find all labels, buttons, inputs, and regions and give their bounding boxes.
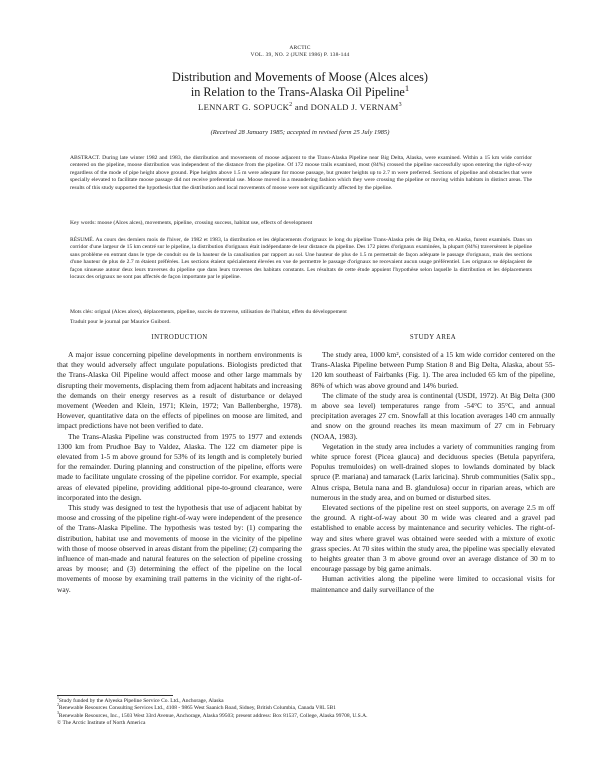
- received-date: (Received 28 January 1985; accepted in revised form 25 July 1985): [210, 129, 390, 136]
- copyright-line: © The Arctic Institute of North America: [57, 720, 146, 727]
- keywords-french: Mots clés: orignal (Alces alces), déplacements, pipeline, succès de traverse, utilisation de l'habitat, effets du développement: [70, 309, 347, 315]
- translation-note: Traduit pour le journal par Maurice Guibord.: [70, 319, 171, 325]
- author-second: DONALD J. VERNAM: [310, 102, 399, 112]
- title-line-2: in Relation to the Trans-Alaska Oil Pipeline$^1$: [190, 82, 410, 99]
- introduction-heading: INTRODUCTION: [151, 334, 208, 341]
- introduction-column: [57, 350, 302, 595]
- footnotes: [57, 698, 557, 728]
- study-area-column: [311, 350, 555, 595]
- footnote: $^2$Renewable Resources Consulting Services Ltd., 4108 - 9865 West Saanich Road, Sidney, British Columbia, Canada V8L 5B1: [57, 703, 336, 712]
- author-joiner: and: [292, 102, 311, 112]
- footnote: $^1$Study funded by the Alyeska Pipeline Service Co. Ltd., Anchorage, Alaska: [57, 696, 224, 704]
- author-list: [60, 102, 540, 112]
- intro-paragraph: The Trans-Alaska Pipeline was constructed from 1975 to 1977 and extends 1300 km from Prudhoe Bay to Valdez, Alaska. The 122 cm diameter pipe is elevated from 1-5 m above ground for 53% of its length and is completely buried for the remainder. During planning and construction of the pipeline, efforts were made to facilitate ungulate crossing of the pipeline corridor. For example, special areas of elevated pipeline, providing additional pipe-to-ground clearance, were incorporated into the design.: [57, 431, 302, 502]
- abstract-english: ABSTRACT. During late winter 1982 and 1983, the distribution and movements of moose adjacent to the Trans-Alaska Pipeline near Big Delta, Alaska, were examined. Within a 15 km wide corridor centered on the pipeline, moose distribution was independent of the distance from the pipeline. Of 172 moose trails examined, most (84%) crossed the pipeline successfully upon entering the right-of-way regardless of the mode of pipe height above ground. Pipe heights above 1.5 m were adequate for moose passage, but greater heights up to 2.7 m were preferred. Sections of pipeline and obstacles that were specially elevated to facilitate moose passage did not receive preferential use. Moose moved in a meandering fashion which they were crossing the pipeline or moving within habitats in distinct areas. The results of this study supported the hypothesis that the distribution and local movements of moose were not significantly affected by the pipeline.: [70, 155, 532, 191]
- journal-name: ARCTIC: [289, 45, 311, 51]
- study-area-paragraph: Human activities along the pipeline were limited to occasional visits for maintenance and daily surveillance of the: [311, 574, 555, 594]
- title-footnote-mark: 1: [404, 82, 410, 93]
- study-area-heading: STUDY AREA: [409, 334, 457, 341]
- author-second-mark: 3: [398, 102, 402, 109]
- study-area-paragraph: The climate of the study area is continental (USDI, 1972). At Big Delta (300 m above sea level) temperatures range from -54°C to 35°C, and annual precipitation averages 27 cm. Snowfall at this location averages 140 cm annually and snow on the ground reaches its mean maximum of 27 cm in February (NOAA, 1983).: [311, 390, 555, 441]
- journal-volume: VOL. 39, NO. 2 (JUNE 1986) P. 138-144: [250, 51, 350, 58]
- paper-title: [60, 70, 540, 100]
- study-area-paragraph: Elevated sections of the pipeline rest on steel supports, on average 2.5 m off the ground. A right-of-way about 30 m wide was cleared and a gravel pad established to enable access by maintenance and security vehicles. The right-of-way and sites where gravel was obtained were seeded with a mixture of exotic grass species. At 70 sites within the study area, the pipeline was specially elevated to heights greater than 3 m above ground over an average distance of 30 m to encourage passage by big game animals.: [311, 503, 555, 574]
- author-first-mark: 2: [289, 102, 293, 109]
- journal-header: [0, 45, 600, 58]
- footnote: $^3$Renewable Resources, Inc., 1503 West 33rd Avenue, Anchorage, Alaska 99503; present address: Box 81537, College, Alaska 99708, U.S.A.: [57, 710, 368, 719]
- title-line-1: Distribution and Movements of Moose (Alces alces): [172, 70, 428, 84]
- author-first: LENNART G. SOPUCK: [198, 102, 290, 112]
- intro-paragraph: This study was designed to test the hypothesis that use of adjacent habitat by moose and crossing of the pipeline right-of-way were independent of the presence of the Trans-Alaska Pipeline. The hypothesis was tested by: (1) comparing the distribution, habitat use and movements of moose in the vicinity of the pipeline with those of moose observed in areas distant from the pipeline; (2) comparing the influence of man-made and natural features on the selection of pipeline crossing areas by moose; and (3) determining the effect of the pipeline on the local movements of moose by examining trail patterns in the vicinity of the right-of-way.: [57, 503, 302, 594]
- intro-paragraph: A major issue concerning pipeline developments in northern environments is that they would adversely affect ungulate populations. Biologists predicted that the Trans-Alaska Oil Pipeline would affect moose and other large mammals by disrupting their movements, displacing them from adjacent habitats and increasing the demands on their energy reserves as a result of disturbance or delayed movement (Weeden and Klein, 1971; Klein, 1972; Van Ballenberghe, 1978). However, quantitative data on the effects of pipelines on moose are limited, and impact predictions have not been verified to date.: [57, 350, 302, 431]
- footnote-divider: [57, 695, 173, 696]
- abstract-french: RÉSUMÉ. Au cours des derniers mois de l'hiver, de 1982 et 1983, la distribution et les déplacements d'orignaux le long du pipeline Trans-Alaska près de Big Delta, en Alaska, furent examinés. Dans un corridor d'une largeur de 15 km centré sur le pipeline, la distribution d'orignaux était indépendante de leur distance du pipeline. Des 172 pistes d'orignaux examinées, la plupart (84%) traversèrent le pipeline sans problème en entrant dans le type de conduit ou de la hauteur de la canalisation par rapport au sol. Une hauteur de plus de 1.5 m permettait de façon adéquate le passage d'orignaux, mais des sections d'une hauteur de plus de 2.7 m étaient préférées. Les sections étaient spécialement élevées en vue de permettre le passage d'orignaux ne recevaient aucun usage préférentiel. Les orignaux se déplaçaient de façon sinueuse autour deux leurs traverses du pipeline que dans leurs traverses des habitats constants. Les résultats de cette étude appuient l'hypothèse selon laquelle la distribution et les déplacements locaux des orignaux ne sont pas affectés de façon importante par le pipeline.: [70, 237, 532, 281]
- study-area-paragraph: The study area, 1000 km², consisted of a 15 km wide corridor centered on the Trans-Alaska Pipeline between Pump Station 8 and Big Delta, Alaska, about 55-120 km southeast of Fairbanks (Fig. 1). The area included 65 km of the pipeline, 86% of which was above ground and 14% buried.: [311, 350, 555, 390]
- keywords-english: Key words: moose (Alces alces), movements, pipeline, crossing success, habitat use, effects of development: [70, 220, 313, 226]
- study-area-paragraph: Vegetation in the study area includes a variety of communities ranging from white spruce forest (Picea glauca) and deciduous species (Betula papyrifera, Populus tremuloides) on well-drained slopes to lowlands dominated by black spruce (P. mariana) and tamarack (Larix laricina). Shrub communities (Salix spp., Alnus crispa, Betula nana and B. glandulosa) occur in riparian areas, which are numerous in the study area, and on burned or disturbed sites.: [311, 441, 555, 502]
